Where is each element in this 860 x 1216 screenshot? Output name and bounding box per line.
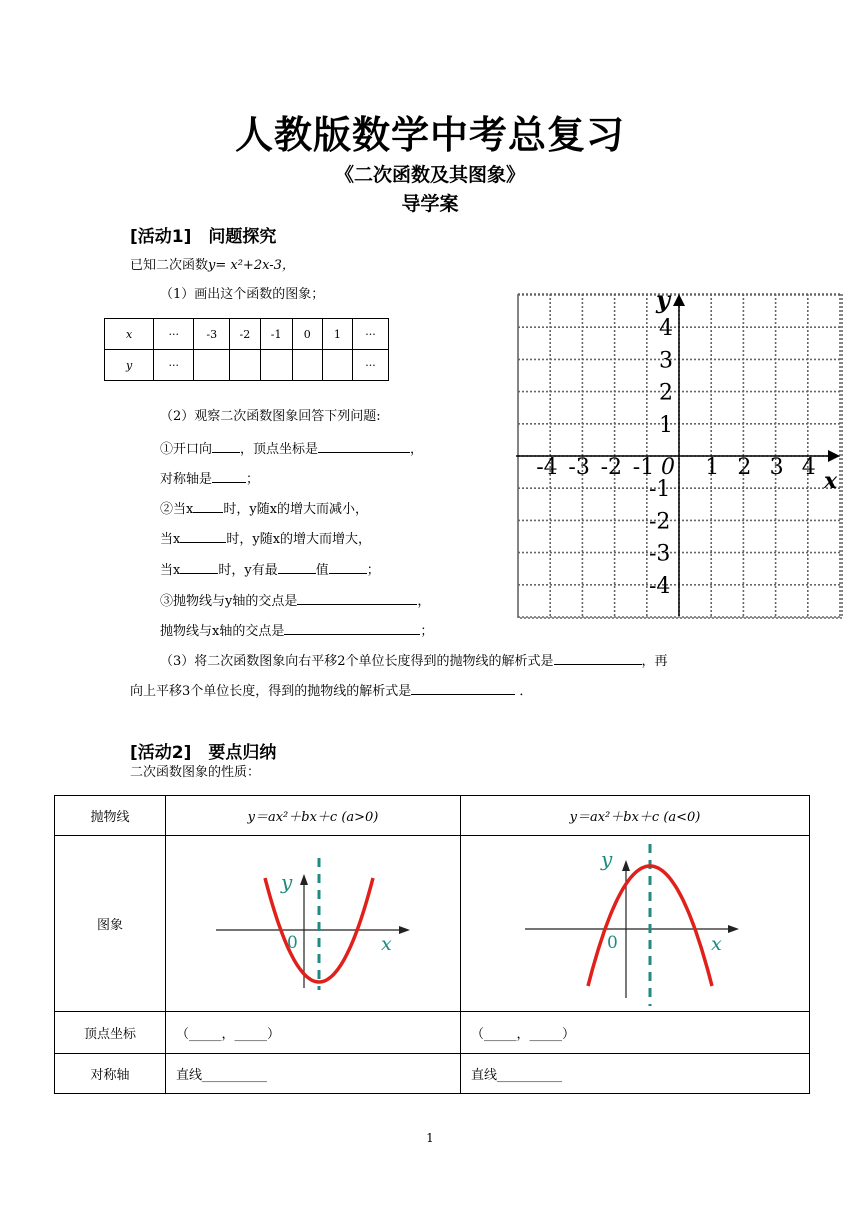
arrow-icon <box>300 874 308 885</box>
table-row <box>55 1054 810 1094</box>
value-cell: ··· <box>352 350 388 381</box>
question-2: （2）观察二次函数图象回答下列问题: <box>160 409 381 424</box>
coordinate-grid <box>516 292 846 622</box>
vertex-blank-down[interactable]: （_____，_____） <box>461 1012 810 1054</box>
q2-line-3: ②当x 时，y随x的增大而减小， <box>160 499 368 519</box>
y-tick-label: -3 <box>649 541 671 567</box>
value-cell: 0 <box>292 319 322 350</box>
value-cell[interactable] <box>230 350 260 381</box>
table-row <box>55 796 810 836</box>
properties-table <box>54 795 810 1094</box>
value-cell[interactable] <box>322 350 352 381</box>
x-label: x <box>711 933 722 955</box>
downward-parabola-graph <box>461 836 809 1011</box>
x-tick-label: 2 <box>737 455 752 480</box>
value-cell: ··· <box>154 319 194 350</box>
x-tick-label: -4 <box>536 455 558 480</box>
header-parabola: 抛物线 <box>55 796 166 836</box>
axis-blank-down[interactable]: 直线__________ <box>461 1054 810 1094</box>
activity2-heading: [活动2] 要点归纳 <box>130 743 277 763</box>
x-tick-label: 4 <box>801 455 816 480</box>
page-title: 人教版数学中考总复习 <box>234 113 625 157</box>
header-a-negative: y＝ax²＋bx＋c (a<0) <box>461 796 810 836</box>
given-prefix: 已知二次函数 <box>130 258 209 273</box>
y-label: y <box>281 870 293 894</box>
y-tick-label: -2 <box>649 509 671 535</box>
q2-line-5: 当x 时，y有最 值 ； <box>160 560 380 580</box>
q2-line-4: 当x 时，y随x的增大而增大， <box>160 529 371 549</box>
graph-cell-up <box>166 836 461 1012</box>
q2-line-2: 对称轴是 ； <box>160 469 259 489</box>
q2-line-6: ③抛物线与y轴的交点是 ， <box>160 591 430 611</box>
value-cell[interactable] <box>194 350 230 381</box>
x-axis-arrow-icon <box>828 450 840 462</box>
row-label-axis: 对称轴 <box>55 1054 166 1094</box>
arrow-icon <box>728 925 739 933</box>
origin-label: 0 <box>287 933 298 953</box>
given-expression: y= x²+2x-3， <box>208 258 295 273</box>
value-cell: -1 <box>260 319 292 350</box>
origin-label: 0 <box>607 933 618 953</box>
y-label: y <box>601 847 613 871</box>
given-function <box>130 257 295 275</box>
value-table-row-y <box>105 350 389 381</box>
y-tick-label: -4 <box>649 573 671 599</box>
x-tick-label: 3 <box>769 455 784 480</box>
page-number: 1 <box>426 1131 434 1145</box>
value-cell: x <box>105 319 154 350</box>
question-3-line-2: 向上平移3个单位长度，得到的抛物线的解析式是 ． <box>130 681 532 701</box>
upward-parabola-graph <box>166 836 460 1011</box>
row-label-graph: 图象 <box>55 836 166 1012</box>
header-a-positive: y＝ax²＋bx＋c (a>0) <box>166 796 461 836</box>
value-cell[interactable] <box>260 350 292 381</box>
page-subtitle: 《二次函数及其图象》 <box>334 164 525 186</box>
y-tick-label: 2 <box>659 380 673 406</box>
page-subtitle-2: 导学案 <box>401 193 459 215</box>
row-label-vertex: 顶点坐标 <box>55 1012 166 1054</box>
y-tick-label: -1 <box>649 477 671 503</box>
activity1-heading: [活动1] 问题探究 <box>130 227 277 247</box>
value-cell: -2 <box>230 319 260 350</box>
y-axis-label: y <box>656 292 670 314</box>
x-tick-label: -3 <box>568 455 590 480</box>
graph-cell-down <box>461 836 810 1012</box>
value-cell[interactable] <box>292 350 322 381</box>
vertex-blank-up[interactable]: （_____，_____） <box>166 1012 461 1054</box>
origin-label: 0 <box>661 455 675 480</box>
arrow-icon <box>399 926 410 934</box>
tick-labels <box>536 316 816 599</box>
q2-line-1: ①开口向 ，顶点坐标是 ， <box>160 439 423 459</box>
value-cell: ··· <box>154 350 194 381</box>
x-label: x <box>381 933 392 955</box>
value-cell: -3 <box>194 319 230 350</box>
y-tick-label: 1 <box>659 412 673 438</box>
question-3-line-1: （3）将二次函数图象向右平移2个单位长度得到的抛物线的解析式是 ，再 <box>160 651 668 671</box>
value-cell: y <box>105 350 154 381</box>
question-1: （1）画出这个函数的图象； <box>160 287 325 302</box>
activity2-intro: 二次函数图象的性质： <box>130 765 261 780</box>
x-tick-label: -1 <box>632 455 655 480</box>
y-tick-label: 4 <box>659 316 673 342</box>
value-table <box>104 318 389 381</box>
value-cell: 1 <box>322 319 352 350</box>
table-row <box>55 1012 810 1054</box>
axis-blank-up[interactable]: 直线__________ <box>166 1054 461 1094</box>
table-row <box>55 836 810 1012</box>
x-tick-label: -2 <box>600 455 623 480</box>
value-cell: ··· <box>352 319 388 350</box>
x-tick-label: 1 <box>705 455 720 480</box>
y-tick-label: 3 <box>659 348 673 374</box>
q2-line-7: 抛物线与x轴的交点是 ； <box>160 621 433 641</box>
value-table-row-x <box>105 319 389 350</box>
arrow-icon <box>622 860 630 871</box>
x-axis-label: x <box>824 468 838 494</box>
